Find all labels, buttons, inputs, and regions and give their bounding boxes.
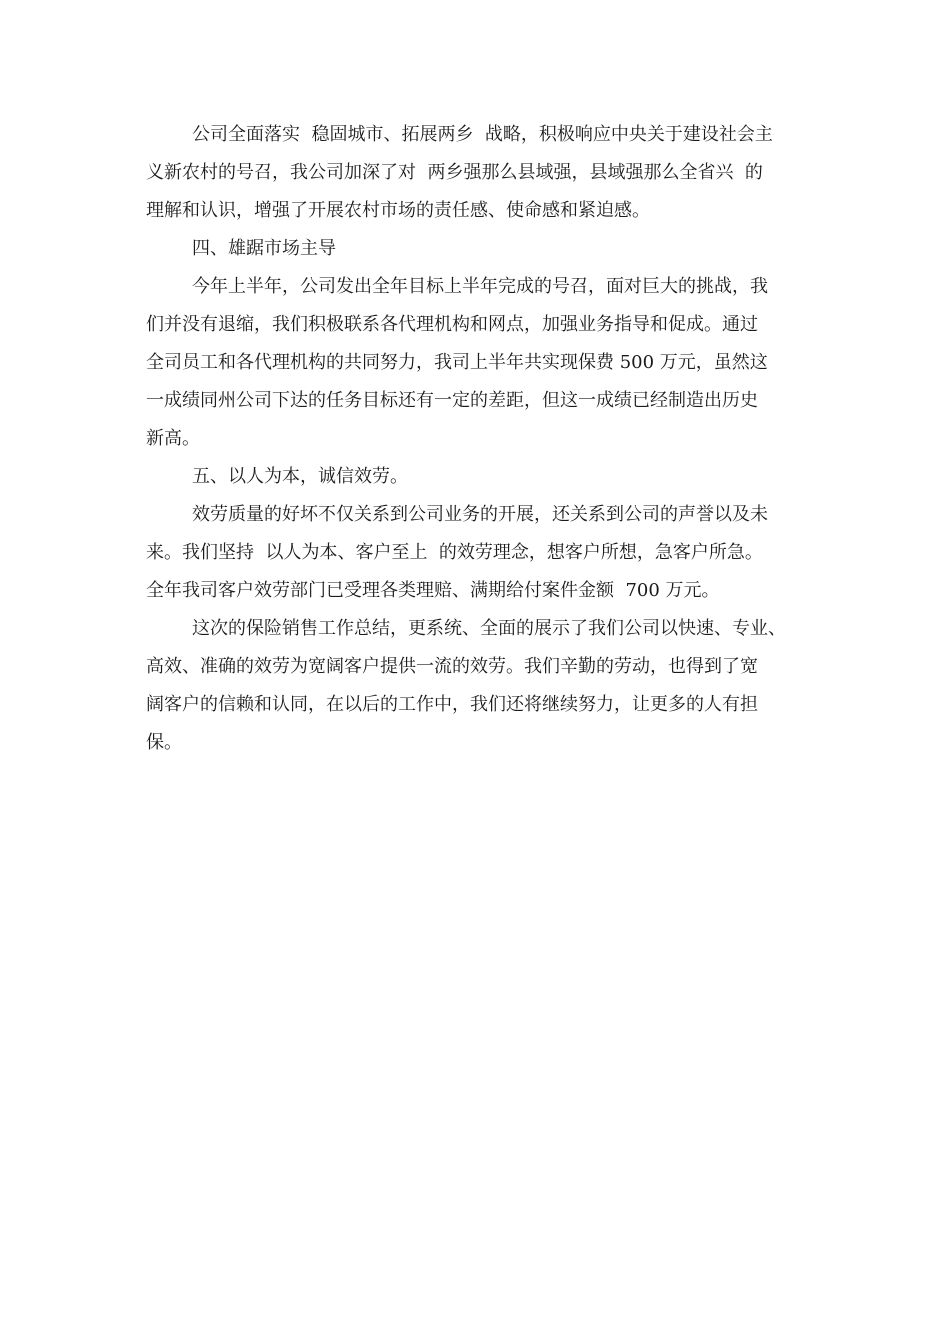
paragraph-line: 保。: [146, 732, 182, 753]
paragraph-line: 阔客户的信赖和认同，在以后的工作中，我们还将继续努力，让更多的人有担: [146, 694, 758, 715]
paragraph-line: 来。我们坚持 以人为本、客户至上 的效劳理念，想客户所想，急客户所急。: [146, 542, 763, 563]
paragraph-line: 一成绩同州公司下达的任务目标还有一定的差距，但这一成绩已经制造出历史: [146, 390, 758, 411]
paragraph-line: 全年我司客户效劳部门已受理各类理赔、满期给付案件金额 700 万元。: [146, 580, 720, 601]
paragraph-line: 理解和认识，增强了开展农村市场的责任感、使命感和紧迫感。: [146, 200, 650, 221]
paragraph-line: 们并没有退缩，我们积极联系各代理机构和网点，加强业务指导和促成。通过: [146, 314, 758, 335]
paragraph-line: 全司员工和各代理机构的共同努力，我司上半年共实现保费 500 万元，虽然这: [146, 352, 768, 373]
paragraph-line: 高效、准确的效劳为宽阔客户提供一流的效劳。我们辛勤的劳动，也得到了宽: [146, 656, 758, 677]
paragraph-line: 今年上半年，公司发出全年目标上半年完成的号召，面对巨大的挑战，我: [192, 276, 768, 297]
section-heading: 五、以人为本，诚信效劳。: [192, 466, 408, 487]
paragraph-line: 新高。: [146, 428, 200, 449]
paragraph-line: 效劳质量的好坏不仅关系到公司业务的开展，还关系到公司的声誉以及未: [192, 504, 768, 525]
paragraph-line: 公司全面落实 稳固城市、拓展两乡 战略，积极响应中央关于建设社会主: [192, 124, 773, 145]
paragraph-line: 这次的保险销售工作总结，更系统、全面的展示了我们公司以快速、专业、: [192, 618, 786, 639]
paragraph-line: 义新农村的号召，我公司加深了对 两乡强那么县域强，县域强那么全省兴 的: [146, 162, 763, 183]
section-heading: 四、雄踞市场主导: [192, 238, 336, 259]
